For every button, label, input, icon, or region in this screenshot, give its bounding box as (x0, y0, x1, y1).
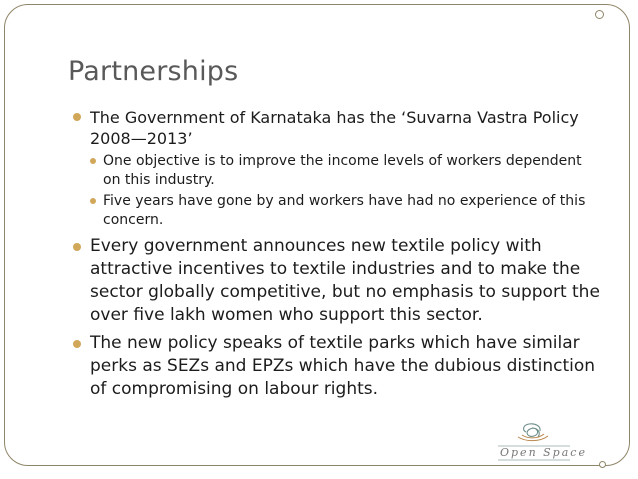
slide-content (72, 107, 602, 404)
sub-bullet-text: Five years have gone by and workers have had no experience of this concern. (103, 193, 586, 228)
logo-text: Open Space (500, 446, 587, 459)
bullet-text: Every government announces new textile policy with attractive incentives to textile industries and to make the sector globally competitive, but no emphasis to support the over five lakh women who support this sector. (90, 236, 600, 325)
corner-dot-top (595, 10, 604, 19)
bullet-item (72, 332, 602, 401)
corner-dot-bottom (599, 461, 606, 468)
sub-bullet-text: One objective is to improve the income levels of workers dependent on this industry. (103, 153, 582, 188)
bullet-dot-icon (73, 113, 81, 121)
bullet-item (72, 107, 602, 149)
bullet-dot-icon (73, 243, 81, 251)
bullet-dot-icon (73, 340, 81, 348)
bullet-text: The Government of Karnataka has the ‘Suvarna Vastra Policy 2008—2013’ (90, 108, 579, 148)
sub-bullet-item (89, 192, 602, 230)
sub-bullet-item (89, 152, 602, 190)
slide-title: Partnerships (68, 56, 239, 87)
bullet-text: The new policy speaks of textile parks which have similar perks as SEZs and EPZs which have the dubious distinction of compromising on labour rights. (90, 333, 596, 399)
bullet-dot-icon (90, 158, 96, 164)
bullet-item (72, 235, 602, 327)
bullet-dot-icon (90, 198, 96, 204)
